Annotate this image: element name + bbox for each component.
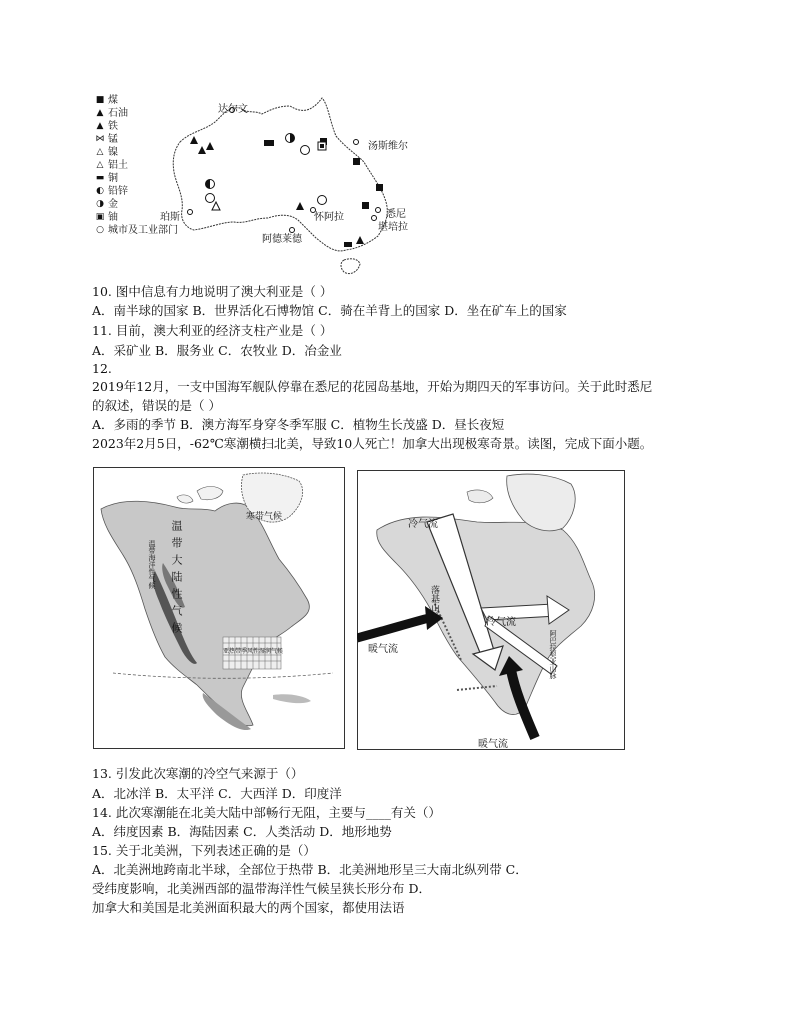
city-marker	[376, 208, 381, 213]
question-12-number: 12.	[92, 361, 112, 376]
iron-marker	[198, 146, 206, 154]
australia-map	[150, 92, 420, 277]
legend-label: 铀	[108, 212, 118, 223]
question-15-stem: 15. 关于北美洲，下列表述正确的是（）	[92, 843, 316, 858]
question-10-stem: 10. 图中信息有力地说明了澳大利亚是（ ）	[92, 284, 333, 299]
city-marker	[372, 216, 377, 221]
legend-label: 铝土	[108, 160, 128, 171]
uranium-icon: ▣	[95, 212, 105, 222]
question-12-options: A．多雨的季节 B．澳方海军身穿冬季军服 C．植物生长茂盛 D．昼长夜短	[92, 417, 505, 432]
city-label-townsville: 汤斯维尔	[368, 141, 408, 152]
iron-marker	[190, 136, 198, 144]
oil-marker	[356, 236, 364, 244]
question-15-line2: 受纬度影响，北美洲西部的温带海洋性气候呈狭长形分布 D．	[92, 881, 431, 896]
intro-text: 2023年2月5日，-62℃寒潮横扫北美，导致10人死亡！加拿大出现极寒奇景。读图，完成下面小题。	[92, 436, 653, 451]
copper-icon: ▬	[95, 173, 105, 183]
gold-marker	[301, 146, 310, 155]
tasmania-outline	[341, 259, 360, 274]
bauxite-icon: △	[96, 160, 104, 170]
oil-icon: ▲	[96, 108, 104, 118]
coal-marker	[362, 202, 369, 209]
question-14-stem: 14. 此次寒潮能在北美大陆中部畅行无阻，主要与____有关（）	[92, 805, 441, 820]
label-warm-air-left: 暖气流	[368, 644, 398, 655]
city-label-perth: 珀斯	[160, 212, 180, 223]
gold-marker	[206, 194, 215, 203]
coal-marker	[376, 184, 383, 191]
label-cold-air-mid: 冷气流	[486, 617, 516, 628]
label-temperate-continental: 温带大陆性气候	[170, 520, 183, 639]
label-west-maritime: 温带海洋性气候	[148, 540, 156, 589]
legend-label: 铅锌	[108, 186, 128, 197]
label-tundra: 寒带气候	[246, 512, 283, 522]
lead-zinc-icon: ◐	[96, 186, 104, 196]
label-subtropical: 亚热带季风性湿润气候	[223, 648, 284, 655]
gold-icon: ◑	[96, 199, 104, 209]
coal-marker	[264, 140, 274, 146]
iron-icon: ▲	[96, 121, 104, 131]
question-13-stem: 13. 引发此次寒潮的冷空气来源于（）	[92, 766, 304, 781]
north-america-airflow-map	[357, 470, 625, 750]
nickel-icon: △	[96, 147, 104, 157]
oil-marker	[296, 202, 304, 210]
legend-label: 铜	[108, 173, 118, 184]
legend-label: 石油	[108, 108, 128, 119]
nickel-marker	[212, 202, 220, 210]
city-label-sydney: 悉尼	[386, 209, 406, 220]
legend-label: 金	[108, 199, 118, 210]
question-14-options: A．纬度因素 B．海陆因素 C．人类活动 D．地形地势	[92, 824, 392, 839]
question-11-options: A．采矿业 B．服务业 C．农牧业 D．冶金业	[92, 343, 342, 358]
question-11-stem: 11. 目前，澳大利亚的经济支柱产业是（ ）	[92, 323, 333, 338]
city-icon: ○	[96, 225, 104, 235]
question-12-line2: 的叙述，错误的是（ ）	[92, 398, 221, 413]
label-appalachian: 阿巴拉契亚山脉	[549, 630, 557, 679]
north-america-climate-map	[93, 467, 345, 749]
coal-icon: ■	[95, 95, 105, 105]
uranium-marker	[318, 196, 327, 205]
legend-label: 镍	[108, 147, 118, 158]
question-15-line3: 加拿大和美国是北美洲面积最大的两个国家，都使用法语	[92, 900, 405, 915]
legend-label: 城市及工业部门	[108, 225, 178, 236]
australia-outline	[173, 98, 387, 251]
city-marker	[188, 210, 193, 215]
label-warm-air-bottom: 暖气流	[478, 739, 508, 750]
city-label-adelaide: 阿德莱德	[262, 234, 302, 245]
question-12-line1: 2019年12月，一支中国海军舰队停靠在悉尼的花园岛基地，开始为期四天的军事访问。关于此时悉尼	[92, 379, 653, 394]
legend-label: 煤	[108, 95, 118, 106]
legend-label: 铁	[108, 121, 118, 132]
legend-label: 锰	[108, 134, 118, 145]
coal-marker	[353, 158, 360, 165]
manganese-icon: ⋈	[95, 134, 105, 144]
question-13-options: A．北冰洋 B．太平洋 C．大西洋 D．印度洋	[92, 786, 342, 801]
city-marker	[354, 140, 359, 145]
city-label-port-kembla: 堪培拉	[378, 222, 408, 233]
question-10-options: A．南半球的国家 B．世界活化石博物馆 C．骑在羊背上的国家 D．坐在矿车上的国家	[92, 303, 567, 318]
label-cold-air-top: 冷气流	[408, 519, 438, 530]
copper-marker	[344, 242, 352, 247]
question-15-line1: A．北美洲地跨南北半球，全部位于热带 B．北美洲地形呈三大南北纵列带 C．	[92, 862, 528, 877]
city-label-darwin: 达尔文	[218, 104, 248, 115]
label-rockies: 落基山脉	[429, 585, 439, 621]
city-label-kwinana: 怀阿拉	[314, 212, 344, 223]
iron-marker	[206, 142, 214, 150]
